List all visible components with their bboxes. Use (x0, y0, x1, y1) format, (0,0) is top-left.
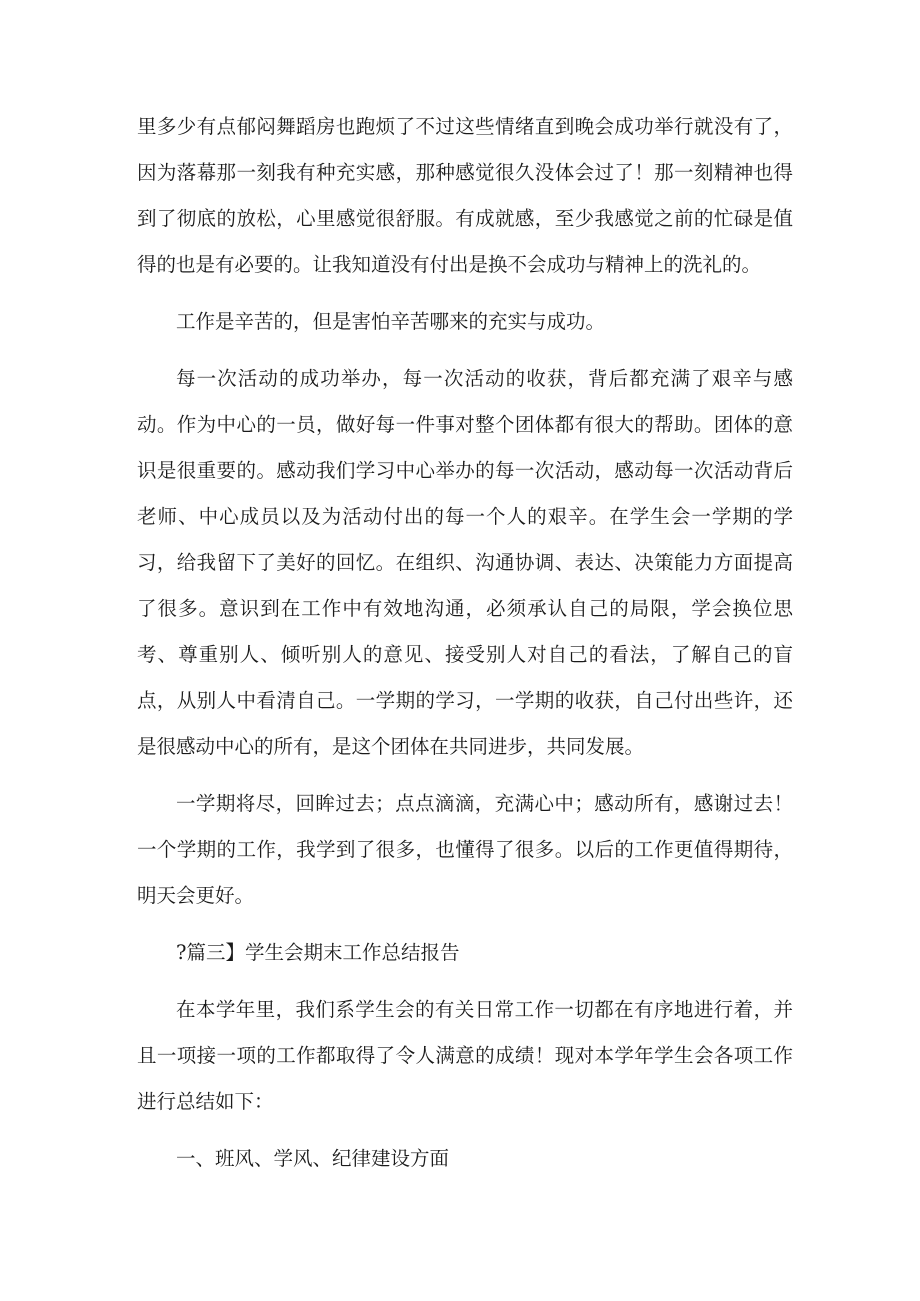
paragraph-hard-work: 工作是辛苦的，但是害怕辛苦哪来的充实与成功。 (176, 310, 606, 333)
paragraph-continuation: 里多少有点郁闷舞蹈房也跑烦了不过这些情绪直到晚会成功举行就没有了，因为落幕那一刻我有种充实感，那种感觉很久没体会过了！那一刻精神也得到了彻底的放松，心里感觉很舒服。有成就感，至少我感觉之前的忙碌是值得的也是有必要的。让我知道没有付出是换不会成功与精神上的洗礼的。 (137, 115, 793, 276)
paragraph-semester-end: 一学期将尽，回眸过去；点点滴滴，充满心中；感动所有，感谢过去！一个学期的工作，我学到了很多，也懂得了很多。以后的工作更值得期待，明天会更好。 (137, 792, 793, 907)
document-body (137, 104, 793, 1182)
subheading-discipline: 一、班风、学风、纪律建设方面 (176, 1147, 450, 1170)
section-heading-part-three: ?篇三】学生会期末工作总结报告 (176, 941, 460, 964)
paragraph-intro: 在本学年里，我们系学生会的有关日常工作一切都在有序地进行着，并且一项接一项的工作都取得了令人满意的成绩！现对本学年学生会各项工作进行总结如下： (137, 998, 793, 1113)
paragraph-activities: 每一次活动的成功举办，每一次活动的收获，背后都充满了艰辛与感动。作为中心的一员，做好每一件事对整个团体都有很大的帮助。团体的意识是很重要的。感动我们学习中心举办的每一次活动，感动每一次活动背后老师、中心成员以及为活动付出的每一个人的艰辛。在学生会一学期的学习，给我留下了美好的回忆。在组织、沟通协调、表达、决策能力方面提高了很多。意识到在工作中有效地沟通，必须承认自己的局限，学会换位思考、尊重别人、倾听别人的意见、接受别人对自己的看法，了解自己的盲点，从别人中看清自己。一学期的学习，一学期的收获，自己付出些许，还是很感动中心的所有，是这个团体在共同进步，共同发展。 (137, 367, 793, 758)
